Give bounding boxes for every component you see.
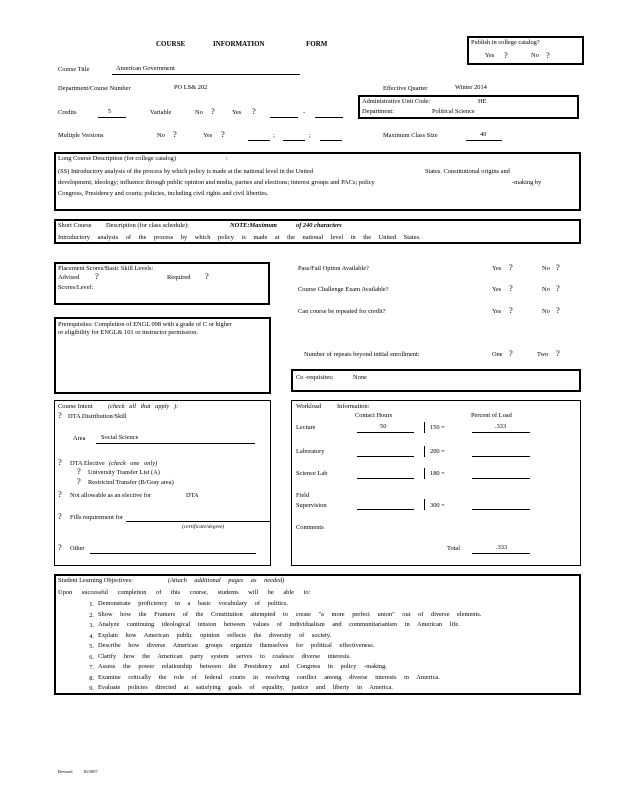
max-class-size-underline	[466, 140, 502, 141]
fills-requirement-field[interactable]	[126, 521, 270, 522]
supervision-label: Supervision	[296, 502, 327, 509]
credits-label: Credits	[58, 109, 77, 116]
not-allowable-checkbox[interactable]: ?	[58, 489, 62, 499]
laboratory-divisor: 200 =	[430, 448, 445, 455]
effective-quarter-label: Effective Quarter	[383, 85, 428, 92]
variable-max-field[interactable]	[315, 117, 343, 118]
multiple-versions-yes-checkbox[interactable]: ?	[221, 129, 225, 139]
variable-yes-label: Yes	[232, 109, 242, 116]
slo-item-number: 8.	[89, 674, 94, 682]
field-supervision-divider	[424, 499, 425, 510]
utl-label: University Transfer List (A)	[88, 469, 160, 476]
laboratory-hours-field[interactable]	[357, 456, 414, 457]
course-title-field[interactable]: American Government	[116, 65, 175, 72]
short-description-label: Short Course	[58, 222, 92, 229]
slo-item: Clarify how the American party system serves to coalesce diverse interests.	[98, 652, 351, 660]
comments-label: Comments	[296, 524, 324, 531]
utl-checkbox[interactable]: ?	[77, 466, 81, 476]
restricted-transfer-checkbox[interactable]: ?	[77, 476, 81, 486]
prerequisites-text: Prerequisites: Completion of ENGL 098 with a grade of C or higher or eligibility for ENGL& 101 or instructor permission.	[58, 321, 232, 337]
field-label: Field	[296, 492, 310, 499]
challenge-yes-checkbox[interactable]: ?	[509, 283, 513, 293]
pass-fail-label: Pass/Fail Option Available?	[298, 265, 369, 272]
challenge-exam-label: Course Challenge Exam Available?	[298, 286, 389, 293]
area-label: Area	[73, 435, 86, 442]
advised-checkbox[interactable]: ?	[95, 271, 99, 281]
science-lab-label: Science Lab	[296, 470, 328, 477]
repeats-one-checkbox[interactable]: ?	[509, 348, 513, 358]
laboratory-divider	[424, 446, 425, 457]
multiple-versions-no-checkbox[interactable]: ?	[173, 129, 177, 139]
max-class-size-label: Maximum Class Size	[383, 132, 438, 139]
publish-no-checkbox[interactable]: ?	[546, 50, 550, 60]
advised-label: Advised	[58, 274, 80, 281]
version-field-3[interactable]	[320, 140, 342, 141]
other-checkbox[interactable]: ?	[58, 542, 62, 552]
certificate-degree-caption: (certificate/degree)	[182, 524, 225, 530]
publish-label: Publish in college catalog?	[471, 39, 540, 46]
slo-item: Describe how diverse American groups organize themselves for political effectiveness.	[98, 642, 375, 649]
publish-yes-label: Yes	[485, 52, 495, 59]
variable-yes-checkbox[interactable]: ?	[252, 106, 256, 116]
percent-load-header: Percent of Load	[471, 412, 512, 419]
total-label: Total	[447, 545, 461, 552]
slo-item: Show how the Framers of the Constitution attempted to create "a more perfect union" out of diverse elements.	[98, 610, 482, 618]
effective-quarter-field[interactable]: Winter 2014	[455, 84, 487, 91]
lecture-divider	[424, 422, 425, 433]
required-checkbox[interactable]: ?	[205, 271, 209, 281]
laboratory-label: Laboratory	[296, 448, 325, 455]
form-title-information: INFORMATION	[213, 40, 265, 48]
workload-label: Workload	[296, 403, 322, 410]
other-label: Other	[70, 545, 85, 552]
department-label: Department:	[362, 108, 394, 115]
laboratory-percent-field[interactable]	[472, 456, 530, 457]
challenge-no-checkbox[interactable]: ?	[556, 283, 560, 293]
corequisites-label: Co -requisites:	[296, 374, 334, 381]
dta-elective-label: DTA Elective	[70, 460, 105, 467]
lecture-percent-field[interactable]: .333	[495, 423, 507, 430]
credits-underline	[98, 117, 126, 118]
course-intent-label: Course Intent	[58, 403, 93, 410]
lecture-divisor: 150 =	[430, 424, 445, 431]
department-field[interactable]: Political Science	[432, 108, 475, 115]
publish-yes-checkbox[interactable]: ?	[504, 50, 508, 60]
science-lab-percent-field[interactable]	[472, 478, 530, 479]
scores-level-label: Scores/Level:	[58, 284, 94, 291]
lecture-label: Lecture	[296, 424, 316, 431]
long-description-label: Long Course Description (for college catalog)	[58, 155, 177, 162]
slo-label: Student Learning Objectives:	[58, 577, 133, 584]
lecture-hours-field[interactable]: 50	[380, 423, 387, 430]
slo-attach-note: (Attach additional pages as needed)	[168, 577, 285, 584]
dta-distribution-label: DTA Distribution/Skill	[68, 413, 127, 420]
short-description-text: Introductory analysis of the process by which policy is made at the national level in the United States.	[58, 234, 421, 241]
short-description-note: NOTE:Maximum	[230, 222, 277, 229]
slo-item-number: 7.	[89, 664, 94, 671]
challenge-no-label: No	[542, 286, 550, 293]
science-lab-divisor: 180 =	[430, 470, 445, 477]
slo-item: Examine critically the role of federal courts in resolving conflict among diverse interests in America.	[98, 673, 440, 681]
multiple-versions-yes-label: Yes	[203, 132, 213, 139]
area-field[interactable]: Social Science	[101, 434, 139, 441]
dta-elective-checkbox[interactable]: ?	[58, 457, 62, 467]
version-sep-1: ;	[273, 132, 275, 139]
restricted-transfer-label: Restricted Transfer (B/Gray area)	[88, 479, 174, 486]
long-description-line-3: Congress, Presidency and courts; policies, including civil rights and civil liberties.	[58, 190, 269, 197]
course-title-underline	[112, 74, 300, 75]
slo-item-number: 5.	[89, 643, 94, 650]
max-class-size-field[interactable]: 40	[480, 131, 487, 138]
footer-revised: Revised	[58, 769, 73, 774]
science-lab-hours-field[interactable]	[357, 478, 414, 479]
not-allowable-dta: DTA	[186, 492, 199, 499]
variable-label: Variable	[150, 109, 172, 116]
short-description-label-2: Description (for class schedule):	[106, 222, 189, 229]
other-field[interactable]	[90, 553, 256, 554]
course-title-label: Course Title	[58, 66, 90, 73]
repeats-one-label: One	[492, 351, 503, 358]
pass-fail-yes-label: Yes	[492, 265, 502, 272]
slo-item: Analyze continuing ideological tension between values of individualism and communitarianism in American life.	[98, 621, 460, 628]
field-supervision-hours-field[interactable]	[357, 509, 414, 510]
pass-fail-no-checkbox[interactable]: ?	[556, 262, 560, 272]
total-underline	[472, 553, 530, 554]
variable-no-label: No	[195, 109, 203, 116]
footer-date: 10/2007	[83, 769, 98, 774]
slo-intro: Upon successful completion of this course, students will be able to:	[58, 589, 311, 596]
long-description-line-1: (SS) Introductory analysis of the process by which policy is made at the national level in the United	[58, 168, 314, 175]
variable-dash: -	[303, 109, 306, 116]
dta-distribution-checkbox[interactable]: ?	[58, 410, 62, 420]
repeats-two-label: Two	[537, 351, 549, 358]
long-description-colon: :	[226, 155, 228, 162]
slo-item: Explain how American public opinion reflects the diversity of society.	[98, 631, 332, 639]
field-supervision-divisor: 300 =	[430, 502, 445, 509]
slo-item-number: 6.	[89, 653, 94, 661]
variable-min-field[interactable]	[270, 117, 298, 118]
long-description-line-1b: States. Constitutional origins and	[425, 168, 510, 175]
course-intent-check-all: (check all that apply ):	[108, 403, 179, 410]
not-allowable-label: Not allowable as an elective for	[70, 492, 152, 499]
corequisites-field[interactable]: None	[353, 374, 367, 381]
pass-fail-no-label: No	[542, 265, 550, 272]
fills-requirement-checkbox[interactable]: ?	[58, 511, 62, 521]
repeat-yes-checkbox[interactable]: ?	[509, 305, 513, 315]
slo-item-number: 3.	[89, 622, 94, 629]
repeat-no-checkbox[interactable]: ?	[556, 305, 560, 315]
science-lab-divider	[424, 468, 425, 479]
long-description-line-2b: -making by	[512, 179, 542, 186]
fills-requirement-label: Fills requirement for	[70, 514, 123, 521]
placement-label: Placement Scores/Basic Skill Levels:	[58, 265, 154, 272]
repeats-label: Number of repeats beyond initial enrollment:	[304, 351, 420, 358]
admin-unit-code[interactable]: HE	[478, 98, 487, 105]
slo-item-number: 4.	[89, 632, 94, 640]
version-field-1[interactable]	[248, 140, 270, 141]
repeat-yes-label: Yes	[492, 308, 502, 315]
lecture-hours-underline	[357, 432, 414, 433]
publish-no-label: No	[531, 52, 539, 59]
total-field[interactable]: .333	[496, 544, 508, 551]
dept-number-field[interactable]: PO LS& 202	[174, 84, 208, 91]
slo-item-number: 2.	[89, 611, 94, 619]
version-field-2[interactable]	[283, 140, 305, 141]
corequisites-box	[291, 369, 581, 392]
challenge-yes-label: Yes	[492, 286, 502, 293]
lecture-percent-underline	[472, 432, 530, 433]
dept-number-label: Department/Course Number	[58, 85, 131, 92]
variable-no-checkbox[interactable]: ?	[211, 106, 215, 116]
multiple-versions-label: Multiple Versions	[58, 132, 104, 139]
short-description-note-2: of 240 characters	[296, 222, 342, 229]
repeat-credit-label: Can course be repeated for credit?	[298, 308, 386, 315]
slo-item-number: 9.	[89, 685, 94, 692]
form-title-form: FORM	[306, 40, 328, 48]
workload-information-label: Information:	[337, 403, 370, 410]
multiple-versions-no-label: No	[157, 132, 165, 139]
slo-item: Evaluate policies directed at satisfying goals of equality, justice and liberty in America.	[98, 684, 393, 691]
form-title-course: COURSE	[156, 40, 186, 48]
slo-item-number: 1.	[89, 601, 94, 608]
long-description-line-2: development; ideology; influence through public opinion and media, parties and elections; interest groups and PACs; policy	[58, 179, 375, 186]
field-supervision-percent-field[interactable]	[472, 509, 530, 510]
slo-item: Assess the power relationship between the Presidency and Congress in policy -making.	[98, 663, 387, 670]
area-underline	[96, 443, 255, 444]
credits-field[interactable]: 5	[108, 108, 112, 115]
contact-hours-header: Contact Hours	[355, 412, 393, 419]
repeat-no-label: No	[542, 308, 550, 315]
pass-fail-yes-checkbox[interactable]: ?	[509, 262, 513, 272]
repeats-two-checkbox[interactable]: ?	[556, 348, 560, 358]
version-sep-2: ;	[309, 132, 311, 139]
dta-elective-check-one: (check one only)	[109, 460, 158, 467]
admin-unit-label: Administrative Unit Code:	[362, 98, 431, 105]
slo-item: Demonstrate proficiency in a basic vocabulary of politics.	[98, 600, 288, 607]
required-label: Required	[167, 274, 191, 281]
